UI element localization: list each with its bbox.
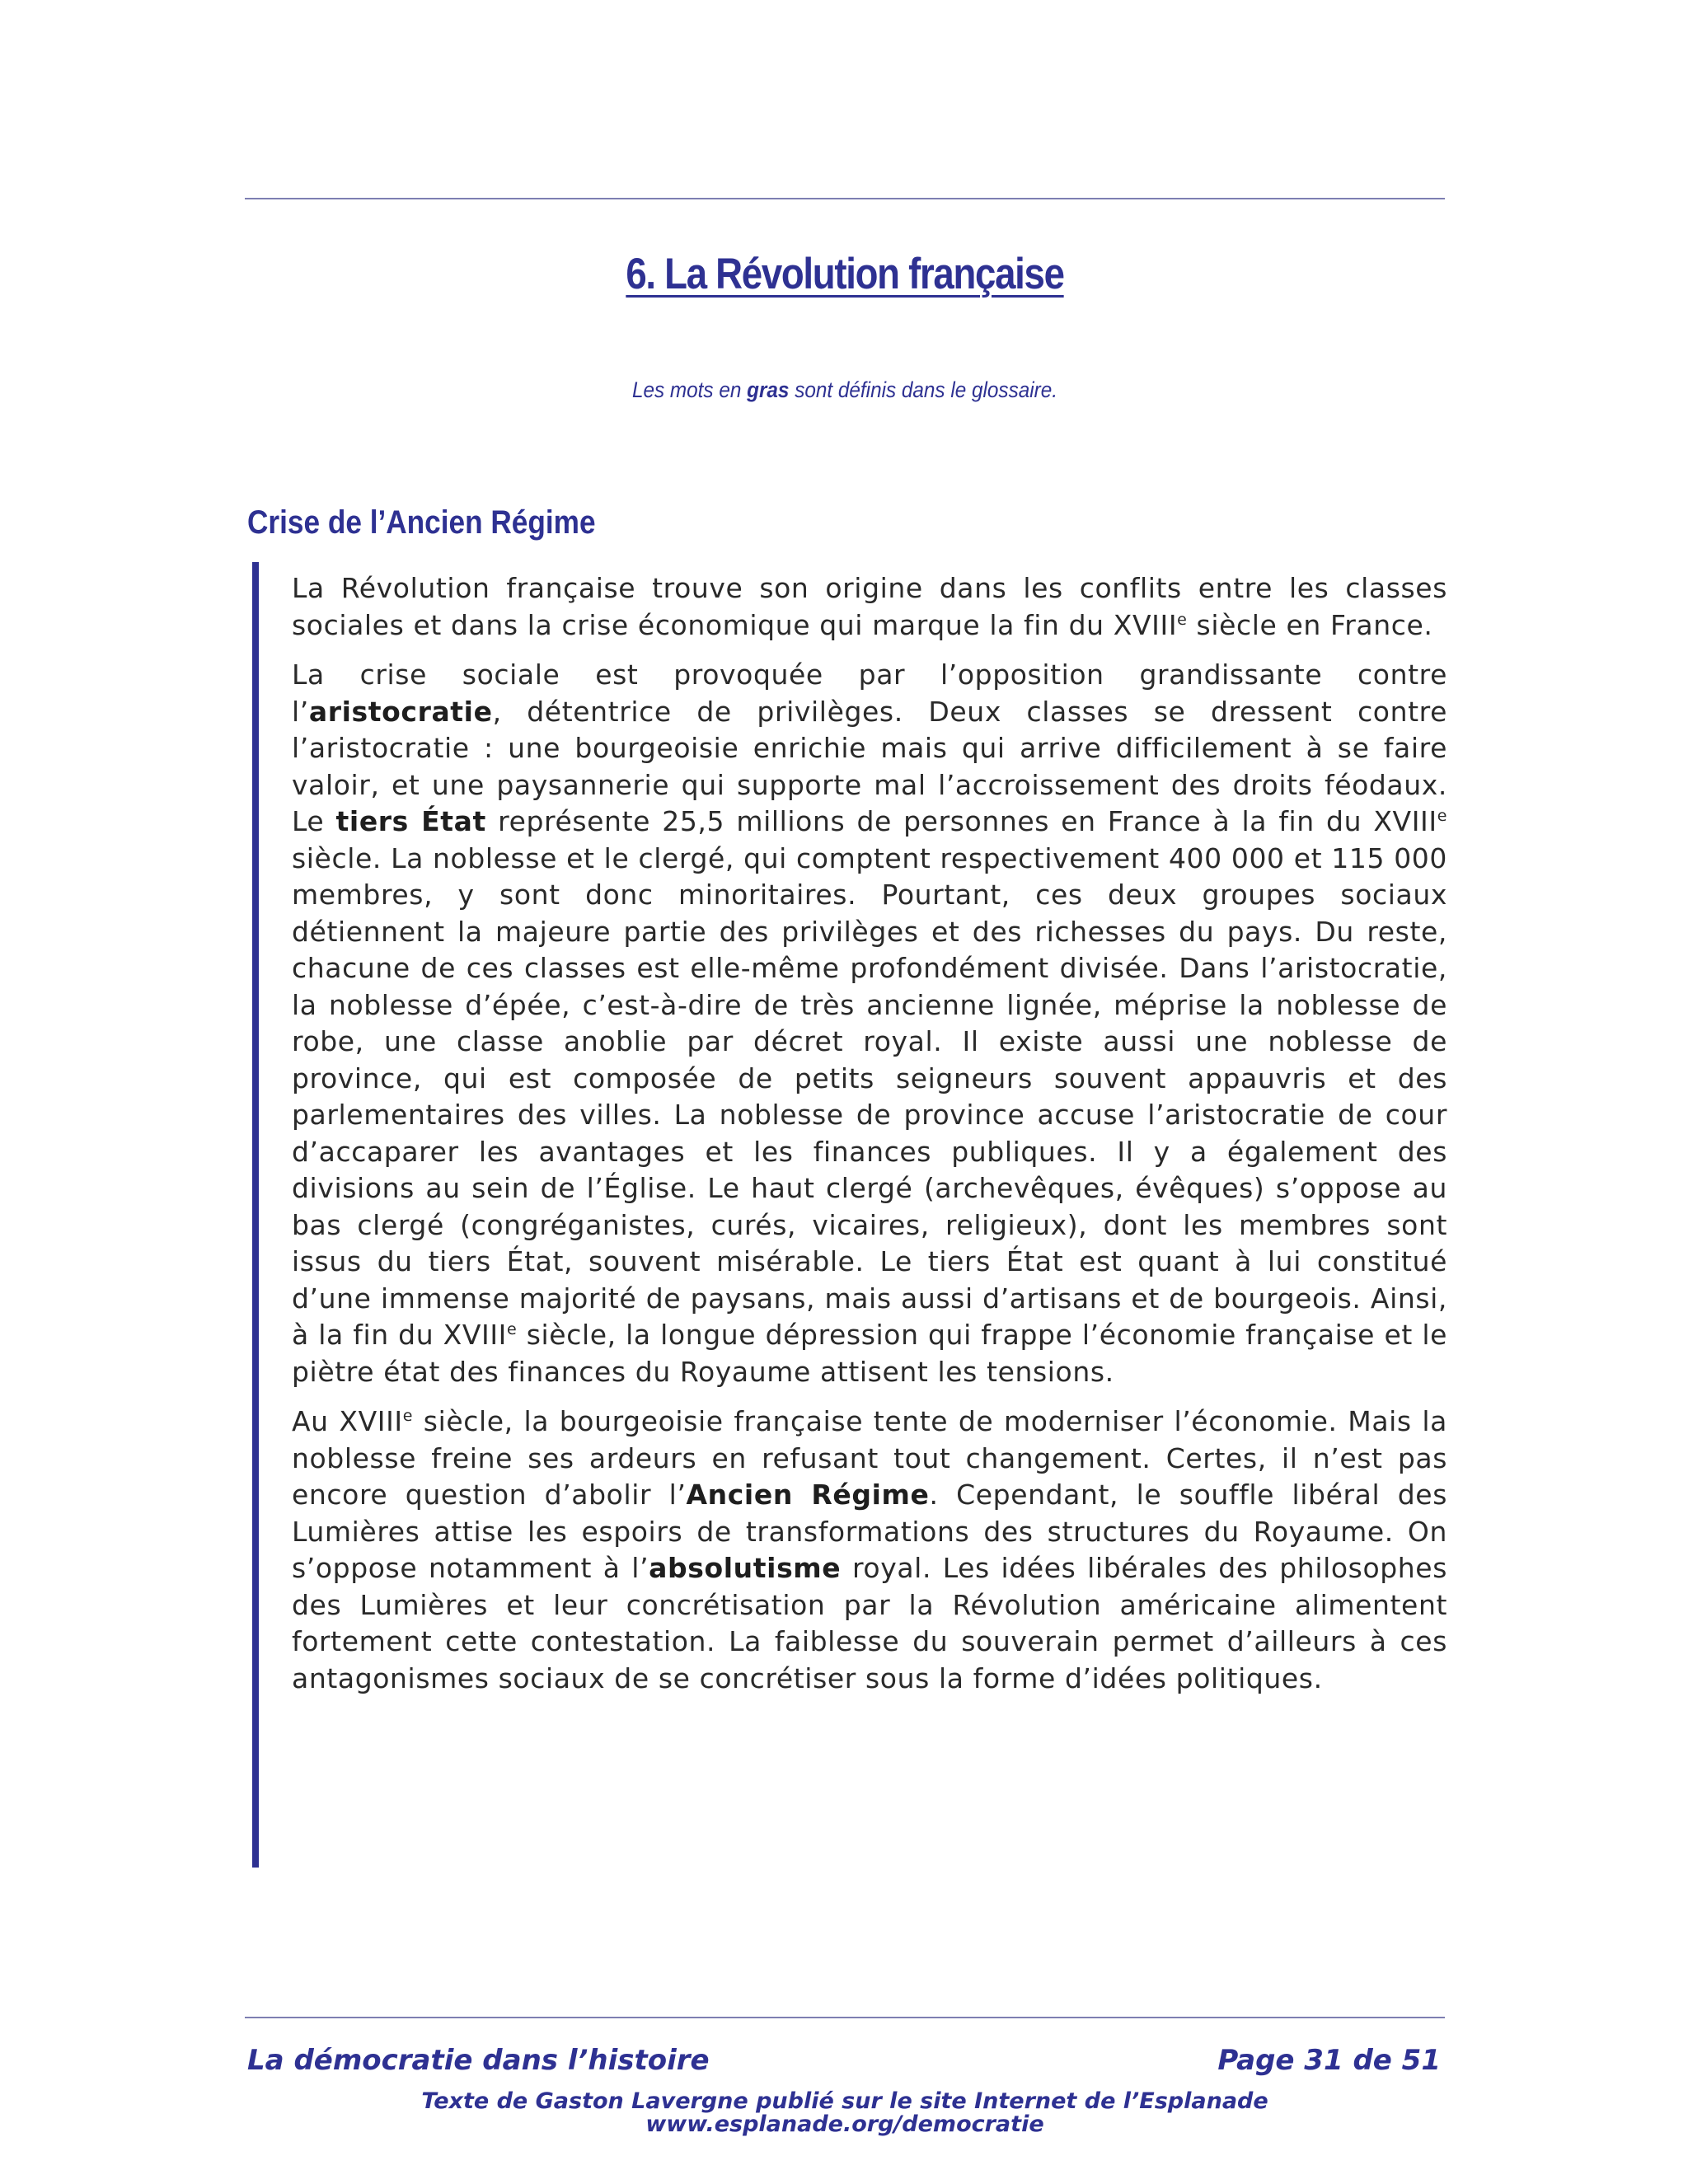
footer-url: www.esplanade.org/democratie — [645, 2111, 1044, 2137]
footer-book-title: La démocratie dans l’histoire — [247, 2044, 710, 2077]
quote-block — [252, 562, 1447, 1868]
glossary-term: absolutisme — [649, 1552, 842, 1584]
glossary-note-before: Les mots en — [631, 377, 748, 402]
superscript: e — [402, 1407, 414, 1425]
paragraphs-container — [292, 570, 1447, 1710]
footer-rule — [245, 2017, 1445, 2018]
glossary-note-bold: gras — [747, 377, 790, 402]
text-run: siècle, la bourgeoisie française tente de moderniser l’économie. Mais la noblesse freine ses ardeurs en refusant tout changement. Certes, il n’est pas encore question d’abolir l’ — [292, 1405, 1447, 1511]
text-run: représente 25,5 millions de personnes en France à la fin du XVIII — [485, 805, 1437, 837]
superscript: e — [1177, 610, 1188, 629]
text-run: La crise sociale est provoquée par l’opposition grandissante contre l’ — [292, 658, 1447, 728]
text-run: siècle en France. — [1187, 608, 1433, 641]
text-run: siècle. La noblesse et le clergé, qui comptent respectivement 400 000 et 115 000 membres, y sont donc minoritaires. Pourtant, ces deux groupes sociaux détiennent la majeure partie des privilèges et des richesses du pays. Du reste, chacune de ces classes est elle-même profondément divisée. Dans l’aristocratie, la noblesse d’épée, c’est-à-dire de très ancienne lignée, méprise la noblesse de robe, une classe anoblie par décret royal. Il existe aussi une noblesse de province, qui est composée de petits seigneurs souvent appauvris et des parlementaires des villes. La noblesse de province accuse l’aristocratie de cour d’accaparer les avantages et les finances publiques. Il y a également des divisions au sein de l’Église. Le haut clergé (archevêques, évêques) s’oppose au bas clergé (congréganistes, curés, vicaires, religieux), dont les membres sont issus du tiers État, souvent misérable. Le tiers État est quant à lui constitué d’une immense majorité de paysans, mais aussi d’artisans et de bourgeois. Ainsi, à la fin du XVIII — [292, 841, 1447, 1351]
section-heading: Crise de l’Ancien Régime — [247, 504, 596, 541]
text-run: . Cependant, le souffle libéral des Lumières attise les espoirs de transformations des structures du Royaume. On s’oppose notamment à l’ — [292, 1479, 1447, 1584]
header-rule — [245, 198, 1445, 199]
text-run: Au XVIII — [292, 1405, 403, 1437]
paragraph — [292, 657, 1447, 1390]
glossary-term: tiers État — [335, 805, 486, 837]
glossary-note — [305, 377, 1385, 403]
text-run: royal. Les idées libérales des philosophes des Lumières et leur concrétisation par la Révolution américaine alimentent fortement cette contestation. La faiblesse du souverain permet d’ailleurs à ces antagonismes sociaux de se concrétiser sous la forme d’idées politiques. — [292, 1552, 1447, 1694]
glossary-term: Ancien Régime — [686, 1479, 930, 1511]
superscript: e — [1437, 807, 1447, 825]
text-run: siècle, la longue dépression qui frappe l’économie française et le piètre état des finances du Royaume attisent les tensions. — [292, 1319, 1447, 1388]
glossary-term: aristocratie — [308, 695, 493, 728]
paragraph — [292, 1404, 1447, 1697]
paragraph — [292, 570, 1447, 644]
text-run: La Révolution française trouve son origine dans les conflits entre les classes sociales et dans la crise économique qui marque la fin du XVIII — [292, 572, 1447, 641]
page-title: 6. La Révolution française — [626, 250, 1064, 298]
glossary-note-after: sont définis dans le glossaire. — [789, 377, 1058, 402]
footer-credit: Texte de Gaston Lavergne publié sur le site Internet de l’Esplanade — [421, 2088, 1268, 2114]
text-run: , détentrice de privilèges. Deux classes se dressent contre l’aristocratie : une bourgeoisie enrichie mais qui arrive difficilement à se faire valoir, et une paysannerie qui supporte mal l’accroissement des droits féodaux. Le — [292, 695, 1447, 837]
superscript: e — [507, 1320, 518, 1338]
footer-page-number: Page 31 de 51 — [1217, 2044, 1441, 2077]
